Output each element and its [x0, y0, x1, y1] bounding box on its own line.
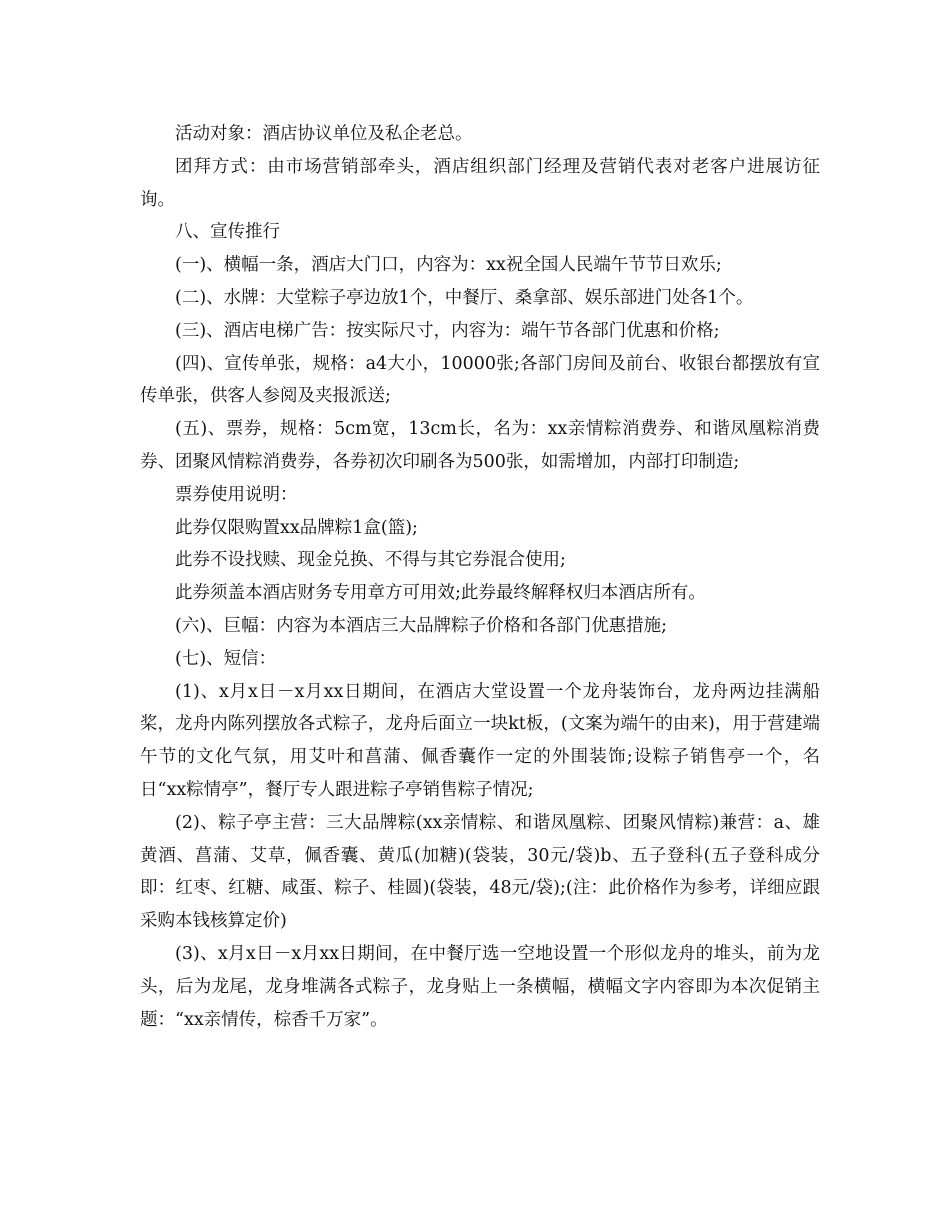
paragraph: (3)、x月x日－x月xx日期间，在中餐厅选一空地设置一个形似龙舟的堆头，前为龙头，后为龙尾，龙身堆满各式粽子，龙身贴上一条横幅，横幅文字内容即为本次促销主题：“xx亲情传，棕香千万家”。	[140, 943, 820, 1030]
paragraph: 此券仅限购置xx品牌粽1盒(篮);	[175, 517, 418, 538]
paragraph: 团拜方式：由市场营销部牵头，酒店组织部门经理及营销代表对老客户进展访征询。	[140, 156, 820, 210]
paragraph: (七)、短信：	[175, 648, 277, 669]
paragraph: (2)、粽子亭主营：三大品牌粽(xx亲情粽、和谐凤凰粽、团聚风情粽)兼营：a、雄黄酒、菖蒲、艾草，佩香囊、黄瓜(加糖)(袋装，30元/袋)b、五子登科(五子登科成分即：红枣、红糖、咸蛋、粽子、桂圆)(袋装，48元/袋);(注：此价格作为参考，详细应跟采购本钱核算定价)	[140, 812, 820, 932]
document-body	[140, 118, 820, 1036]
paragraph: (一)、横幅一条，酒店大门口，内容为：xx祝全国人民端午节节日欢乐;	[175, 255, 722, 276]
paragraph: 活动对象：酒店协议单位及私企老总。	[175, 124, 473, 144]
section-heading: 八、宣传推行	[175, 222, 280, 243]
paragraph: 此券不设找赎、现金兑换、不得与其它券混合使用;	[175, 550, 566, 571]
paragraph: (五)、票券，规格：5cm宽，13cm长，名为：xx亲情粽消费券、和谐凤凰粽消费券、团聚风情粽消费券，各券初次印刷各为500张，如需增加，内部打印制造;	[140, 419, 820, 472]
paragraph: 此券须盖本酒店财务专用章方可用效;此券最终解释权归本酒店所有。	[175, 583, 706, 604]
paragraph: (二)、水牌：大堂粽子亭边放1个，中餐厅、桑拿部、娱乐部进门处各1个。	[175, 287, 754, 308]
paragraph: (三)、酒店电梯广告：按实际尺寸，内容为：端午节各部门优惠和价格;	[175, 320, 720, 341]
paragraph: (六)、巨幅：内容为本酒店三大品牌粽子价格和各部门优惠措施;	[175, 615, 668, 636]
paragraph: (1)、x月x日－x月xx日期间，在酒店大堂设置一个龙舟装饰台，龙舟两边挂满船桨，龙舟内陈列摆放各式粽子，龙舟后面立一块kt板，(文案为端午的由来)，用于营建端午节的文化气氛，用艾叶和菖蒲、佩香囊作一定的外围装饰;设粽子销售亭一个，名日“xx粽情亭”，餐厅专人跟进粽子亭销售粽子情况;	[140, 681, 820, 800]
paragraph: (四)、宣传单张，规格：a4大小，10000张;各部门房间及前台、收银台都摆放有宣传单张，供客人参阅及夹报派送;	[140, 353, 820, 407]
paragraph: 票券使用说明：	[175, 484, 298, 505]
